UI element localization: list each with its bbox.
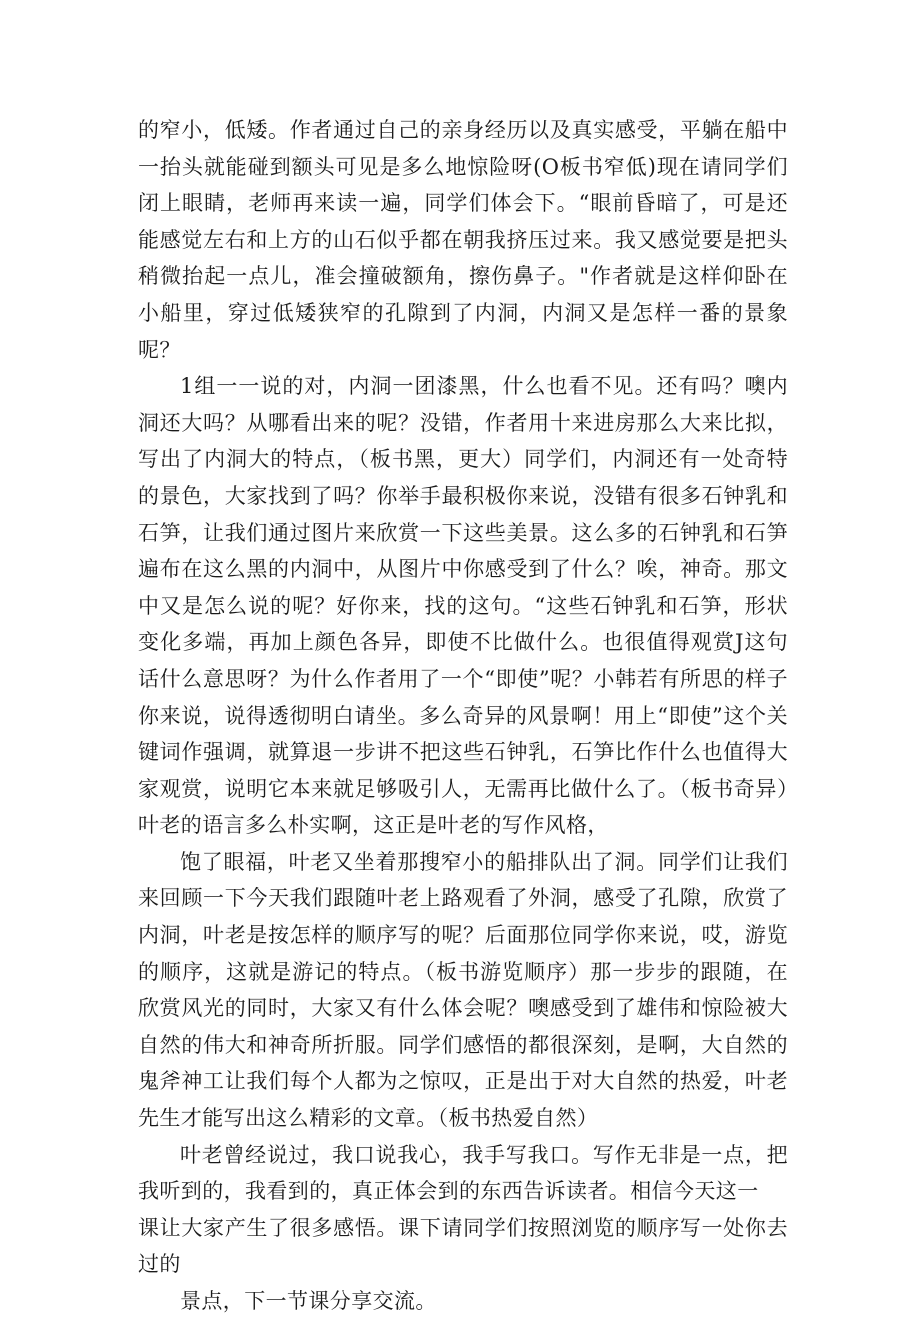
paragraph-narrow-gap: 的窄小，低矮。作者通过自己的亲身经历以及真实感受，平躺在船中一抬头就能碰到额头可见是多么地惊险呀(O板书窄低)现在请同学们闭上眼睛，老师再来读一遍，同学们体会下。“眼前昏暗了，可是还能感觉左右和上方的山石似乎都在朝我挤压过来。我又感觉要是把头稍微抬起一点儿，准会撞破额角，擦伤鼻子。"作者就是这样仰卧在小船里，穿过低矮狭窄的孔隙到了内洞，内洞又是怎样一番的景象呢？ xyxy=(138,118,788,362)
document-page xyxy=(138,112,788,1320)
paragraph-inner-cave: 1组一一说的对，内洞一团漆黑，什么也看不见。还有吗？噢内洞还大吗？从哪看出来的呢？没错，作者用十来进房那么大来比拟，写出了内洞大的特点，（板书黑，更大）同学们，内洞还有一处奇特的景色，大家找到了吗？你举手最积极你来说，没错有很多石钟乳和石笋，让我们通过图片来欣赏一下这些美景。这么多的石钟乳和石笋遍布在这么黑的内洞中，从图片中你感受到了什么？唉，神奇。那文中又是怎么说的呢？好你来，找的这句。“这些石钟乳和石笋，形状变化多端，再加上颜色各异，即使不比做什么。也很值得观赏J这句话什么意思呀？为什么作者用了一个“即使”呢？小韩若有所思的样子你来说，说得透彻明白请坐。多么奇异的风景啊！用上“即使”这个关键词作强调，就算退一步讲不把这些石钟乳，石笋比作什么也值得大家观赏，说明它本来就足够吸引人，无需再比做什么了。（板书奇异）叶老的语言多么朴实啊，这正是叶老的写作风格， xyxy=(138,374,788,838)
paragraph-review: 饱了眼福，叶老又坐着那搜窄小的船排队出了洞。同学们让我们来回顾一下今天我们跟随叶老上路观看了外洞，感受了孔隙，欣赏了内洞，叶老是按怎样的顺序写的呢？后面那位同学你来说，哎，游览的顺序，这就是游记的特点。（板书游览顺序）那一步步的跟随，在欣赏风光的同时，大家又有什么体会呢？噢感受到了雄伟和惊险被大自然的伟大和神奇所折服。同学们感悟的都很深刻，是啊，大自然的鬼斧神工让我们每个人都为之惊叹，正是出于对大自然的热爱，叶老先生才能写出这么精彩的文章。（板书热爱自然） xyxy=(138,849,788,1131)
paragraph-homework: 课让大家产生了很多感悟。课下请同学们按照浏览的顺序写一处你去过的 xyxy=(138,1215,788,1277)
paragraph-quote: 叶老曾经说过，我口说我心，我手写我口。写作无非是一点，把我听到的，我看到的，真正体会到的东西告诉读者。相信今天这一 xyxy=(138,1142,788,1204)
paragraph-closing: 景点，下一节课分享交流。 xyxy=(180,1289,437,1313)
